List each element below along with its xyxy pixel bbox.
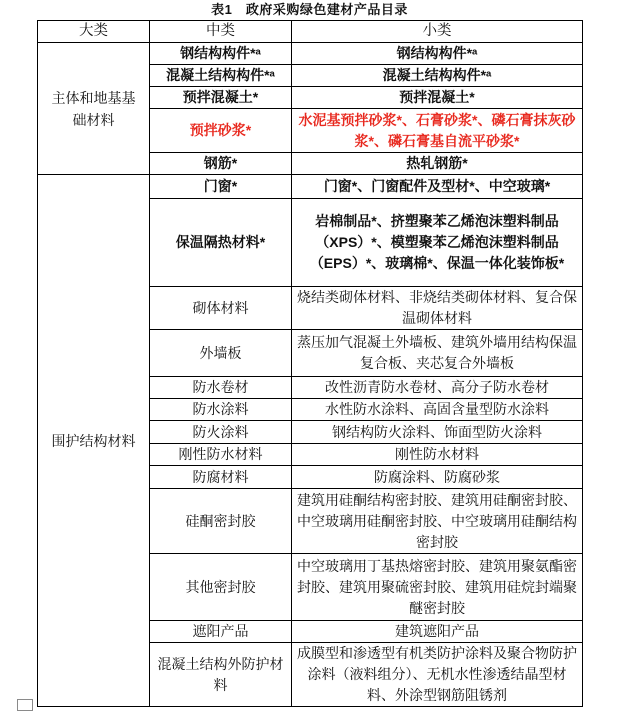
sub-category-cell: 成膜型和渗透型有机类防护涂料及聚合物防护涂料（液料组分）、无机水性渗透结晶型材料、外涂型钢筋阻锈剂	[292, 643, 583, 707]
sub-category-cell: 预拌混凝土*	[292, 87, 583, 109]
mid-category-cell: 其他密封胶	[150, 554, 292, 621]
mid-category-cell: 砌体材料	[150, 287, 292, 330]
sub-category-cell: 热轧钢筋*	[292, 153, 583, 175]
sub-category-cell: 钢结构防火涂料、饰面型防火涂料	[292, 421, 583, 444]
mid-category-cell: 混凝土结构构件*ᵃ	[150, 65, 292, 87]
mid-category-cell: 硅酮密封胶	[150, 489, 292, 554]
mid-category-cell: 预拌混凝土*	[150, 87, 292, 109]
table-title: 表1 政府采购绿色建材产品目录	[211, 2, 408, 17]
sub-category-cell: 混凝土结构构件*ᵃ	[292, 65, 583, 87]
sub-category-cell: 防腐涂料、防腐砂浆	[292, 466, 583, 489]
sub-category-cell: 水泥基预拌砂浆*、石膏砂浆*、磷石膏抹灰砂浆*、磷石膏基自流平砂浆*	[292, 109, 583, 153]
mid-category-cell: 刚性防水材料	[150, 444, 292, 466]
mid-category-cell: 防水涂料	[150, 399, 292, 421]
col-header-sub: 小类	[292, 21, 583, 43]
mid-category-cell: 门窗*	[150, 175, 292, 199]
mid-category-cell: 预拌砂浆*	[150, 109, 292, 153]
mid-category-cell: 遮阳产品	[150, 621, 292, 643]
mid-category-cell: 钢结构构件*ᵃ	[150, 43, 292, 65]
mid-category-cell: 外墙板	[150, 330, 292, 377]
table-row	[38, 43, 583, 65]
sub-category-cell: 钢结构构件*ᵃ	[292, 43, 583, 65]
sub-category-cell: 水性防水涂料、高固含量型防水涂料	[292, 399, 583, 421]
table-row	[38, 175, 583, 199]
sub-category-cell: 建筑用硅酮结构密封胶、建筑用硅酮密封胶、中空玻璃用硅酮密封胶、中空玻璃用硅酮结构密封胶	[292, 489, 583, 554]
sub-category-cell: 岩棉制品*、挤塑聚苯乙烯泡沫塑料制品（XPS）*、模塑聚苯乙烯泡沫塑料制品（EPS）*、玻璃棉*、保温一体化装饰板*	[292, 199, 583, 287]
page-artifact-box	[17, 699, 33, 711]
col-header-mid: 中类	[150, 21, 292, 43]
header-row	[38, 21, 583, 43]
mid-category-cell: 钢筋*	[150, 153, 292, 175]
major-category-cell: 围护结构材料	[38, 175, 150, 707]
sub-category-cell: 中空玻璃用丁基热熔密封胶、建筑用聚氨酯密封胶、建筑用聚硫密封胶、建筑用硅烷封端聚醚密封胶	[292, 554, 583, 621]
mid-category-cell: 防水卷材	[150, 377, 292, 399]
sub-category-cell: 蒸压加气混凝土外墙板、建筑外墙用结构保温复合板、夹芯复合外墙板	[292, 330, 583, 377]
green-materials-catalog-table	[37, 20, 583, 707]
col-header-major: 大类	[38, 21, 150, 43]
sub-category-cell: 建筑遮阳产品	[292, 621, 583, 643]
sub-category-cell: 烧结类砌体材料、非烧结类砌体材料、复合保温砌体材料	[292, 287, 583, 330]
mid-category-cell: 防火涂料	[150, 421, 292, 444]
major-category-cell: 主体和地基基础材料	[38, 43, 150, 175]
mid-category-cell: 防腐材料	[150, 466, 292, 489]
mid-category-cell: 保温隔热材料*	[150, 199, 292, 287]
mid-category-cell: 混凝土结构外防护材料	[150, 643, 292, 707]
sub-category-cell: 改性沥青防水卷材、高分子防水卷材	[292, 377, 583, 399]
sub-category-cell: 刚性防水材料	[292, 444, 583, 466]
sub-category-cell: 门窗*、门窗配件及型材*、中空玻璃*	[292, 175, 583, 199]
